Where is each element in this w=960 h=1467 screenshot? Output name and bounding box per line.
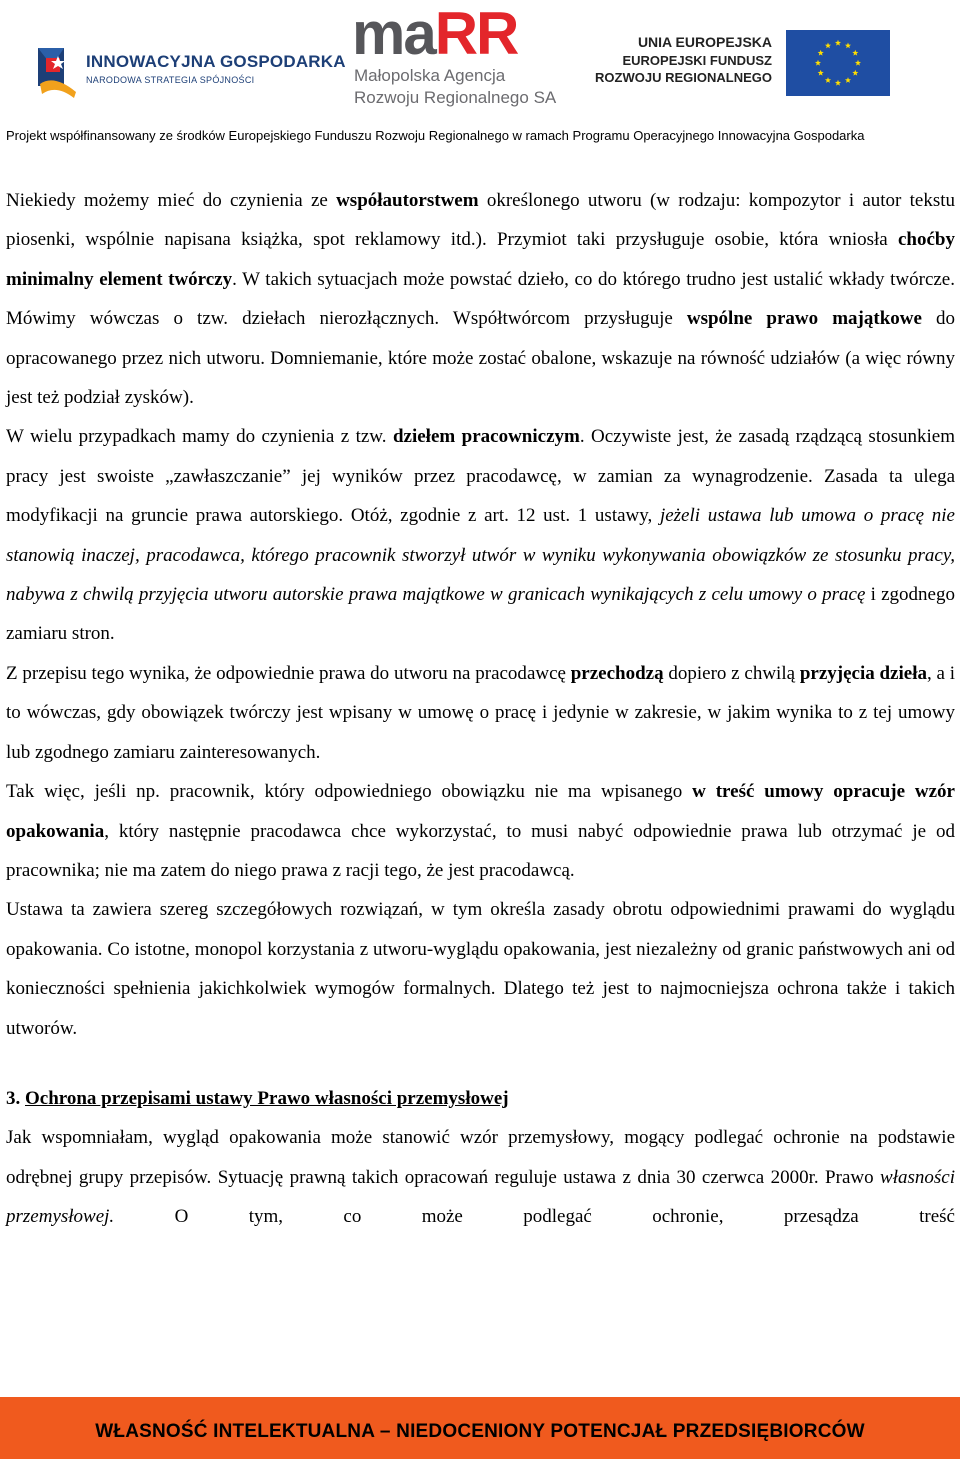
ig-subtitle: NARODOWA STRATEGIA SPÓJNOŚCI xyxy=(86,75,255,85)
eu-line-2: EUROPEJSKI FUNDUSZ xyxy=(622,53,772,68)
paragraph-example: Tak więc, jeśli np. pracownik, który odpowiedniego obowiązku nie ma wpisanego w treść umowy opracuje wzór opakowania, który następnie pracodawca chce wykorzystać, to musi nabyć odpowiednie prawa lub otrzymać je od pracownika; nie ma zatem do niego prawa z racji tego, że jest pracodawcą. xyxy=(6,781,955,881)
footer-text: WŁASNOŚĆ INTELEKTUALNA – NIEDOCENIONY POTENCJAŁ PRZEDSIĘBIORCÓW xyxy=(95,1421,865,1442)
footer-band xyxy=(0,1397,960,1459)
ig-flag-icon xyxy=(36,44,78,100)
paragraph-employee-work: W wielu przypadkach mamy do czynienia z tzw. dziełem pracowniczym. Oczywiste jest, że zasadą rządzącą stosunkiem pracy jest swoiste „zawłaszczanie” jej wyników przez pracodawcę, w zamian za wynagrodzenie. Zasada ta ulega modyfikacji na gruncie prawa autorskiego. Otóż, zgodnie z art. 12 ust. 1 ustawy, jeżeli ustawa lub umowa o pracę nie stanowią inaczej, pracodawca, którego pracownik stworzył utwór w wyniku wykonywania obowiązków ze stosunku pracy, nabywa z chwilą przyjęcia utworu autorskie prawa majątkowe w granicach wynikających z celu umowy o pracę i zgodnego zamiaru stron. xyxy=(6,426,955,645)
eu-logo xyxy=(590,30,890,96)
paragraph-rights-transfer: Z przepisu tego wynika, że odpowiednie prawa do utworu na pracodawcę przechodzą dopiero z chwilą przyjęcia dzieła, a i to wówczas, gdy obowiązek twórczy jest wpisany w umowę o pracę i jedynie w zakresie, w jakim wynika to z tej umowy lub zgodnego zamiaru zainteresowanych. xyxy=(6,662,955,763)
document-body xyxy=(6,181,955,1237)
eu-flag-icon xyxy=(786,30,890,96)
eu-line-1: UNIA EUROPEJSKA xyxy=(637,34,772,50)
paragraph-coauthorship: Niekiedy możemy mieć do czynienia ze współautorstwem określonego utworu (w rodzaju: kompozytor i autor tekstu piosenki, wspólnie napisana książka, spot reklamowy itd.). Przymiot taki przysługuje osobie, która wniosła choćby minimalny element twórczy. W takich sytuacjach może powstać dzieło, co do którego trudno jest ustalić wkłady twórcze. Mówimy wówczas o tzw. dziełach nierozłącznych. Współtwórcom przysługuje wspólne prawo majątkowe do opracowanego przez nich utworu. Domniemanie, które może zostać obalone, wskazuje na równość udziałów (a więc równy jest też podział zysków). xyxy=(6,190,956,409)
paragraph-statute: Ustawa ta zawiera szereg szczegółowych rozwiązań, w tym określa zasady obrotu odpowiednimi prawami do wyglądu opakowania. Co istotne, monopol korzystania z utworu-wyglądu opakowania, jest niezależny od granic państwowych ani od konieczności spełnienia jakichkolwiek wymogów formalnych. Dlatego też jest to najmocniejsza ochrona także i takich utworów. xyxy=(6,899,955,1039)
ig-title: INNOWACYJNA GOSPODARKA xyxy=(86,52,346,71)
marr-wordmark: maRR xyxy=(352,0,518,67)
marr-logo xyxy=(352,0,557,108)
project-cofinancing-line: Projekt współfinansowany ze środków Europejskiego Funduszu Rozwoju Regionalnego w ramach Programu Operacyjnego Innowacyjna Gospodarka xyxy=(6,128,865,143)
marr-line-2: Rozwoju Regionalnego SA xyxy=(354,88,557,107)
paragraph-industrial-property: Jak wspomniałam, wygląd opakowania może stanowić wzór przemysłowy, mogący podlegać ochronie na podstawie odrębnej grupy przepisów. Sytuację prawną takich opracowań reguluje ustawa z dnia 30 czerwca 2000r. Prawo własności przemysłowej. O tym, co może podlegać ochronie, przesądza treść xyxy=(6,1127,955,1228)
section-heading: 3. Ochrona przepisami ustawy Prawo własności przemysłowej xyxy=(6,1087,509,1109)
marr-line-1: Małopolska Agencja xyxy=(354,66,506,85)
eu-line-3: ROZWOJU REGIONALNEGO xyxy=(595,70,772,85)
innowacyjna-gospodarka-logo xyxy=(36,38,346,102)
